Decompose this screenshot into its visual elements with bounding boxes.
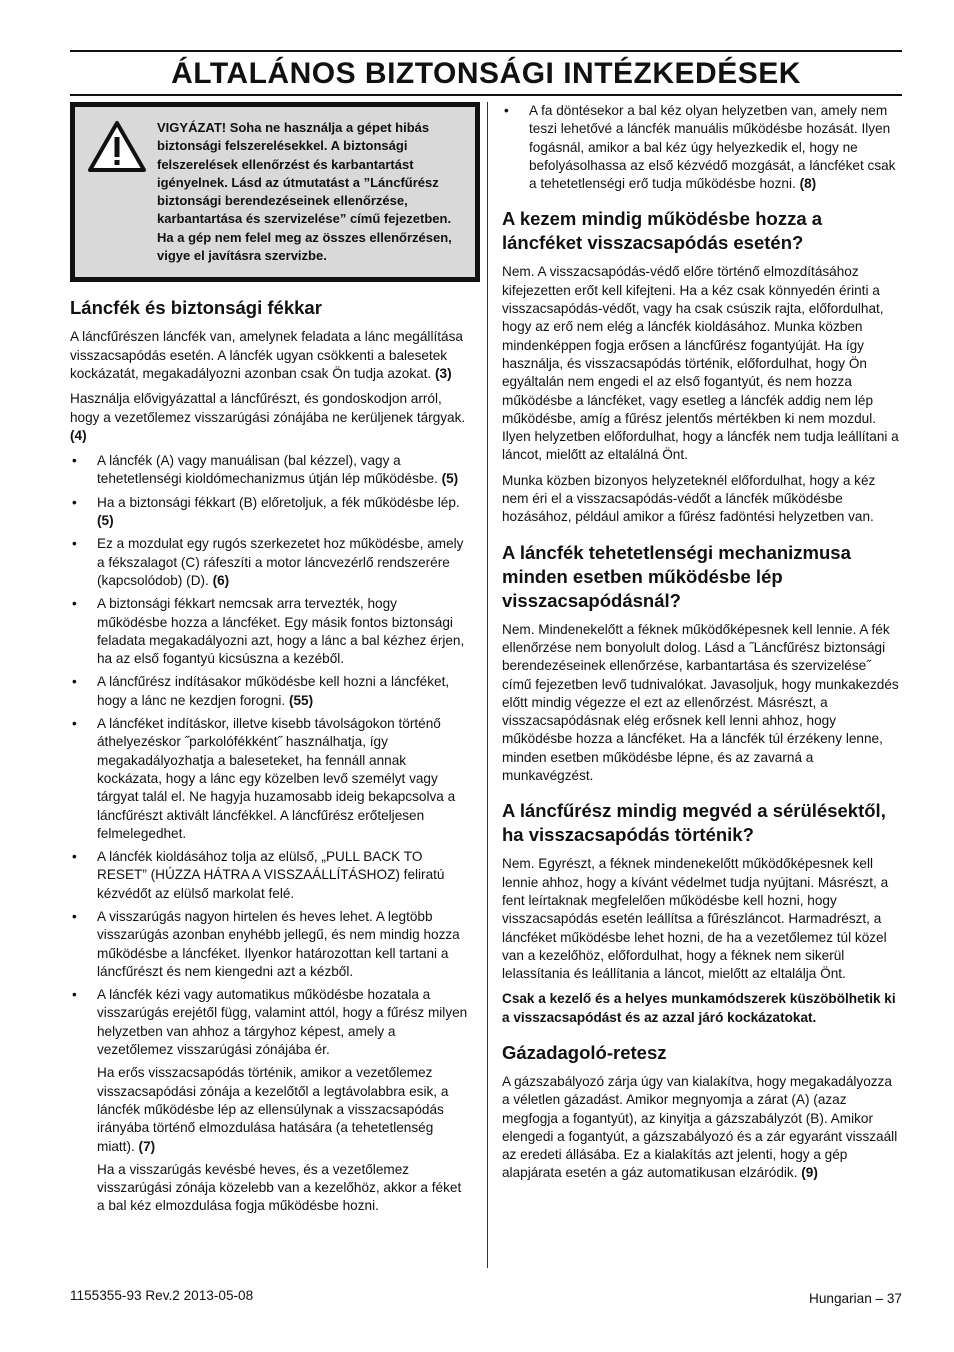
paragraph-bold: Csak a kezelő és a helyes munkamódszerek küszöbölhetik ki a visszacsapódást és az azzal járó kockázatokat.	[502, 991, 896, 1025]
list-item: • A láncfék kioldásához tolja az elülső, „PULL BACK TO RESET” (HÚZZA HÁTRA A VISSZAÁLLÍTÁSHOZ) feliratú kézvédőt az elülső markolat felé.	[72, 849, 445, 901]
bullet-list	[502, 102, 902, 193]
page-title: ÁLTALÁNOS BIZTONSÁGI INTÉZKEDÉSEK	[171, 57, 801, 90]
warning-box	[70, 102, 480, 282]
paragraph: Nem. Mindenekelőtt a féknek működőképesnek kell lennie. A fék ellenőrzése nem bonyolult dolog. Lásd a ˝Láncfűrész biztonsági berendezéseinek ellenőrzése, karbantartása és szervizelése˝ című fejezetben levő tudnivalókat. Javasoljuk, hogy munkakezdés előtt mindig végezze el ezt az ellenőrzést. Másrészt, a visszacsapódásnak elég erősnek kell lenni ahhoz, hogy működésbe hozza a láncféket. Ha a láncfék túl érzékeny lenne, minden esetben működésbe lépne, és az zavarná a munkavégzést.	[502, 621, 899, 784]
sub-paragraph: Ha a visszarúgás kevésbé heves, és a vezetőlemez visszarúgási zónája közelebb van a kezelőhöz, akkor a féket a bal kéz elmozdulása fogja működésbe hozni.	[97, 1161, 462, 1214]
footer-doc-id: 1155355-93 Rev.2 2013-05-08	[70, 1288, 254, 1303]
footer-page-number: Hungarian – 37	[809, 1291, 902, 1306]
list-item: • A fa döntésekor a bal kéz olyan helyzetben van, amely nem teszi lehetővé a láncfék manuális működésbe hozását. Ilyen fogásnál, amikor a bal kéz úgy helyezkedik el, hogy ne befolyásolhassa az első kézvédő mozgását, a láncféket csak a tehetetlenségi erő tudja működésbe hozni. (8)	[504, 103, 896, 192]
column-divider	[487, 102, 488, 1268]
list-item: • A biztonsági fékkart nemcsak arra tervezték, hogy működésbe hozza a láncféket. Egy másik fontos biztonsági feladata megakadályozni azt, hogy a lánc a bal kézhez érjen, ha az első fogantyú kicsúszna a kezéből.	[72, 596, 465, 667]
sub-paragraph: Ha erős visszacsapódás történik, amikor a vezetőlemez visszacsapódási zónája a kezelőtől a legtávolabbra esik, a láncfék működésbe lép az ellensúlynak a visszacsapódás irányába történő elmozdulása hatására (a tehetetlenség miatt). (7)	[97, 1065, 449, 1154]
left-column	[70, 102, 470, 1221]
list-item: • A láncfék kézi vagy automatikus működésbe hozatala a visszarúgás erejétől függ, valamint attól, hogy a fűrész milyen helyzetben van ahhoz a tárgyhoz képest, amely a vezetőlemez visszarúgási zónájába ér.	[72, 987, 468, 1058]
paragraph: Munka közben bizonyos helyzeteknél előfordulhat, hogy a kéz nem éri el a visszacsapódás-védőt a láncfék működésbe hozásához, például amikor a fűrész fadöntési helyzetben van.	[502, 472, 876, 525]
section-heading-chain-brake: Láncfék és biztonsági fékkar	[70, 297, 322, 319]
warning-triangle-icon	[87, 119, 147, 173]
paragraph: A gázszabályozó zárja úgy van kialakítva, hogy megakadályozza a véletlen gázadást. Amikor megnyomja a zárat (A) (azaz megfogja a fogantyút), az kinyitja a gázszabályzót (B). Amikor elengedi a fogantyút, a gázszabályozó és a zár egyaránt visszaáll az eredeti állásába. Ez a kialakítás azt jelenti, hogy a gép alapjárata esetén a gáz automatikusan elzáródik. (9)	[502, 1073, 898, 1181]
right-column	[502, 102, 902, 1190]
paragraph: Nem. A visszacsapódás-védő előre történő elmozdításához kifejezetten erőt kell kifejteni. Ha a kéz csak könnyedén érinti a visszacsapódás-védőt, vagy ha csak csúszik rajta, előfordulhat, hogy az erő nem elég a láncfék kioldásához. Munka közben mindenképpen fogja erősen a láncfűrész fogantyúját. Ha így használja, és visszacsapódás történik, előfordulhat, hogy Ön egyáltalán nem engedi el az első fogantyút, és nem hozza működésbe a láncféket, vagy esetleg a láncfék addig nem lép működésbe, amíg a fűrész jelentős mértékben ki nem mozdul. Ilyen helyzetben előfordulhat, hogy a láncfék nem tudja leállítani a láncot, mielőtt az eltalálná Önt.	[502, 264, 899, 463]
list-item: • Ez a mozdulat egy rugós szerkezetet hoz működésbe, amely a fékszalagot (C) ráfeszíti a motor láncvezérlő rendszerére (kapcsolódob) (D). (6)	[72, 536, 464, 588]
list-item: • A láncféket indításkor, illetve kisebb távolságokon történő áthelyezéskor ˝parkolófékként˝ használhatja, így megakadályozhatja a baleseteket, ha fennáll annak kockázata, hogy a lánc egy közelben levő személyt vagy tárgyat talál el. Ne hagyja huzamosabb ideig bekapcsolva a láncfűrészt aktivált láncfékkel. A láncfűrész erőteljesen felmelegedhet.	[72, 716, 456, 841]
header-rule-bottom	[70, 94, 902, 96]
list-item: • Ha a biztonsági fékkart (B) előretoljuk, a fék működésbe lép. (5)	[72, 494, 460, 529]
section-heading-protection: A láncfűrész mindig megvéd a sérülésektől, ha visszacsapódás történik?	[502, 800, 886, 846]
warning-text: VIGYÁZAT! Soha ne használja a gépet hibás biztonsági felszerelésekkel. A biztonsági felszerelések ellenőrzést és karbantartást igényelnek. Lásd az útmutatást a ”Láncfűrész biztonsági berendezéseinek ellenőrzése, karbantartása és szervizelése” című fejezetben. Ha a gép nem felel meg az összes ellenőrzésen, vigye el javításra szervizbe.	[157, 120, 452, 264]
section-heading-hand: A kezem mindig működésbe hozza a láncféket visszacsapódás esetén?	[502, 208, 823, 254]
list-item: • A láncfűrész indításakor működésbe kell hozni a láncféket, hogy a lánc ne kezdjen forogni. (55)	[72, 674, 450, 708]
header-rule-top	[70, 50, 902, 52]
section-heading-throttle-lockout: Gázadagoló-retesz	[502, 1041, 667, 1063]
paragraph: Nem. Egyrészt, a féknek mindenekelőtt működőképesnek kell lennie ahhoz, hogy a kívánt védelmet tudja nyújtani. Másrészt, a fent leírtaknak megfelelően működésbe kell hozni, hogy visszacsapódás esetén leállítsa a fűrészláncot. Harmadrészt, a láncféket működésbe lehet hozni, de ha a vezetőlemez túl közel van a kezelőhöz, előfordulhat, hogy a féknek nem sikerül lelassítania és leállítania a láncot, mielőtt az eltalálja Önt.	[502, 856, 889, 982]
paragraph: Használja elővigyázattal a láncfűrészt, és gondoskodjon arról, hogy a vezetőlemez visszarúgási zónájába ne kerüljenek tárgyak. (4)	[70, 391, 466, 443]
section-heading-inertia: A láncfék tehetetlenségi mechanizmusa minden esetben működésbe lép visszacsapódásnál?	[502, 541, 851, 611]
list-item: • A láncfék (A) vagy manuálisan (bal kézzel), vagy a tehetetlenségi kioldómechanizmus útján lép működésbe. (5)	[72, 453, 459, 487]
paragraph: A láncfűrészen láncfék van, amelynek feladata a lánc megállítása visszacsapódás esetén. A láncfék ugyan csökkenti a balesetek kockázatát, megakadályozni azonban csak Ön tudja azokat. (3)	[70, 329, 463, 381]
list-item: • A visszarúgás nagyon hirtelen és heves lehet. A legtöbb visszarúgás azonban enyhébb jellegű, és nem mindig hozza működésbe a láncféket. Ilyenkor határozottan kell tartani a láncfűrészt és nem kiengedni azt a kézből.	[72, 908, 460, 979]
bullet-list	[70, 452, 470, 1059]
